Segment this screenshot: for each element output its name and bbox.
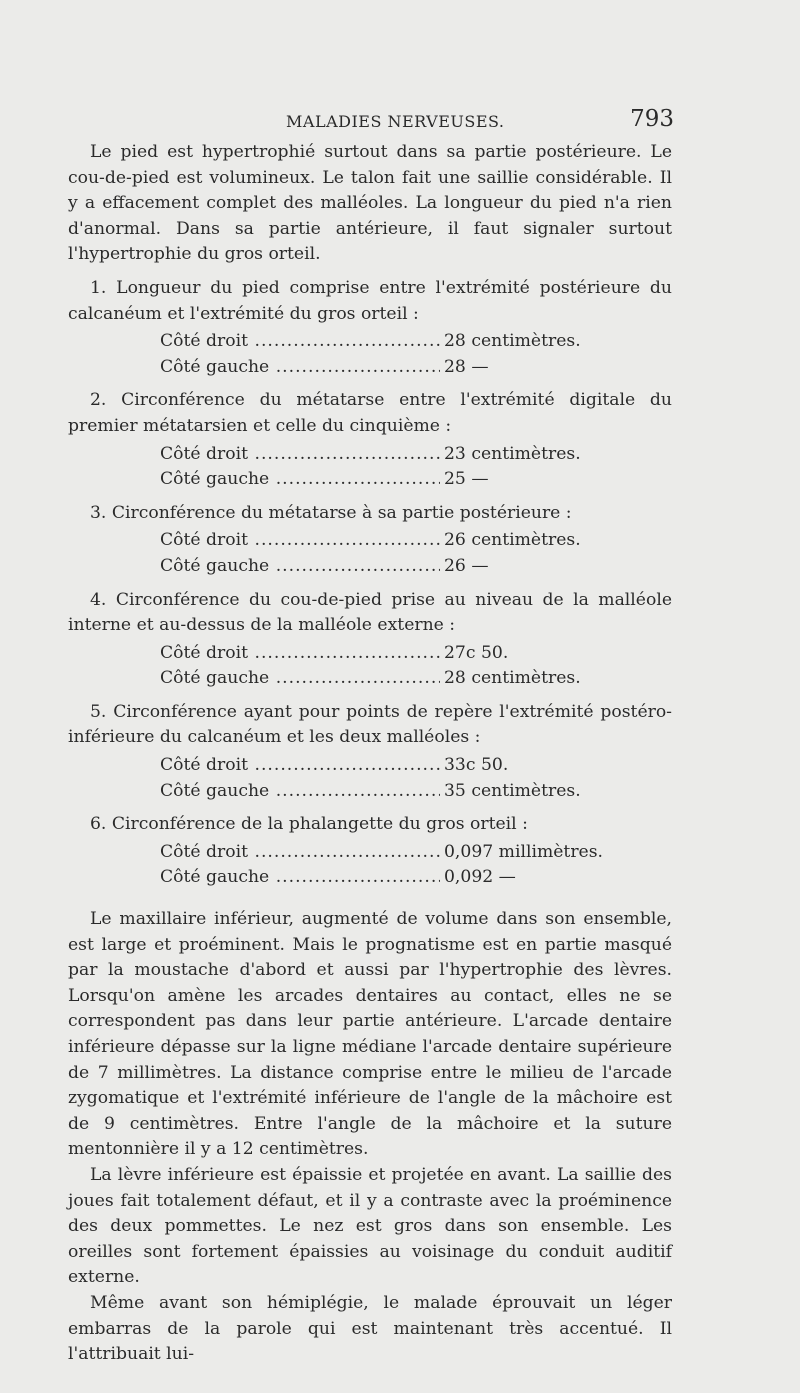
measurement-row <box>68 840 672 866</box>
side-label: Côté gauche ..... <box>160 666 440 692</box>
side-label: Côté droit ..... <box>160 840 440 866</box>
side-label: Côté gauche ..... <box>160 467 440 493</box>
measurement-list <box>68 276 672 891</box>
measurement-value: 35 centimètres. <box>444 780 581 801</box>
body-paragraph: La lèvre inférieure est épaissie et projetée en avant. La saillie des joues fait totalement défaut, et il y a contraste avec la proéminence des deux pommettes. Le nez est gros dans son ensemble. Les oreilles sont fortement épaissies au voisinage du conduit auditif externe. <box>68 1164 672 1288</box>
book-page <box>68 104 672 1368</box>
measurement-value: 26 — <box>444 555 489 576</box>
measurement-text: 2. Circonférence du métatarse entre l'extrémité digitale du premier métatarsien et celle du cinquième : <box>68 390 672 436</box>
measurement-text: 1. Longueur du pied comprise entre l'extrémité postérieure du calcanéum et l'extrémité du gros orteil : <box>68 277 672 324</box>
measurement-value: 26 centimètres. <box>444 530 581 551</box>
measurement-item <box>68 700 672 804</box>
measurement-text: 6. Circonférence de la phalangette du gros orteil : <box>90 814 528 835</box>
measurement-item <box>68 501 672 580</box>
running-title: MALADIES NERVEUSES. <box>286 112 505 131</box>
measurement-row <box>68 779 672 805</box>
side-label: Côté droit ..... <box>160 641 440 667</box>
measurement-value: 23 centimètres. <box>444 443 581 464</box>
measurement-row <box>68 641 672 667</box>
measurement-row <box>68 355 672 381</box>
measurement-text: 3. Circonférence du métatarse à sa partie postérieure : <box>90 502 572 523</box>
page-number: 793 <box>630 106 674 132</box>
measurement-value: 27c 50. <box>444 642 509 663</box>
measurement-value: 0,097 millimètres. <box>444 841 604 862</box>
measurement-value: 28 — <box>444 356 489 377</box>
measurement-row <box>68 666 672 692</box>
measurement-item <box>68 588 672 692</box>
intro-paragraph: Le pied est hypertrophié surtout dans sa partie postérieure. Le cou-de-pied est volumineux. Le talon fait une saillie considérable. Il y a effacement complet des malléoles. La longueur du pied n'a rien d'anormal. Dans sa partie antérieure, il faut signaler surtout l'hypertrophie du gros orteil. <box>68 142 672 265</box>
measurement-value: 28 centimètres. <box>444 668 581 689</box>
body-paragraph: Même avant son hémiplégie, le malade éprouvait un léger embarras de la parole qui est maintenant très accentué. Il l'attribuait lui- <box>68 1292 672 1365</box>
measurement-row <box>68 528 672 554</box>
side-label: Côté gauche ..... <box>160 865 440 891</box>
side-label: Côté gauche ..... <box>160 779 440 805</box>
side-label: Côté droit ..... <box>160 329 440 355</box>
measurement-row <box>68 467 672 493</box>
measurement-row <box>68 442 672 468</box>
measurement-value: 28 centimètres. <box>444 331 581 352</box>
measurement-row <box>68 753 672 779</box>
side-label: Côté gauche ..... <box>160 355 440 381</box>
running-head <box>68 104 672 140</box>
side-label: Côté droit ..... <box>160 442 440 468</box>
measurement-text: 5. Circonférence ayant pour points de repère l'extrémité postéro-inférieure du calcanéum et les deux malléoles : <box>68 701 672 748</box>
measurement-row <box>68 554 672 580</box>
measurement-value: 33c 50. <box>444 755 509 776</box>
measurement-item <box>68 276 672 380</box>
side-label: Côté droit ..... <box>160 528 440 554</box>
measurement-item <box>68 812 672 891</box>
measurement-row <box>68 865 672 891</box>
measurement-item <box>68 388 672 492</box>
measurement-text: 4. Circonférence du cou-de-pied prise au niveau de la malléole interne et au-dessus de la malléole externe : <box>68 589 672 636</box>
side-label: Côté droit ..... <box>160 753 440 779</box>
measurement-row <box>68 329 672 355</box>
measurement-value: 0,092 — <box>444 867 516 888</box>
body-paragraph: Le maxillaire inférieur, augmenté de volume dans son ensemble, est large et proéminent. Mais le prognatisme est en partie masqué par la moustache d'abord et aussi par l'hypertrophie des lèvres. Lorsqu'on amène les arcades dentaires au contact, elles ne se correspondent pas dans leur partie antérieure. L'arcade dentaire inférieure dépasse sur la ligne médiane l'arcade dentaire supérieure de 7 millimètres. La distance comprise entre le milieu de l'arcade zygomatique et l'extrémité inférieure de l'angle de la mâchoire est de 9 centimètres. Entre l'angle de la mâchoire et la suture mentonnière il y a 12 centimètres. <box>68 909 672 1160</box>
measurement-value: 25 — <box>444 469 489 490</box>
side-label: Côté gauche ..... <box>160 554 440 580</box>
